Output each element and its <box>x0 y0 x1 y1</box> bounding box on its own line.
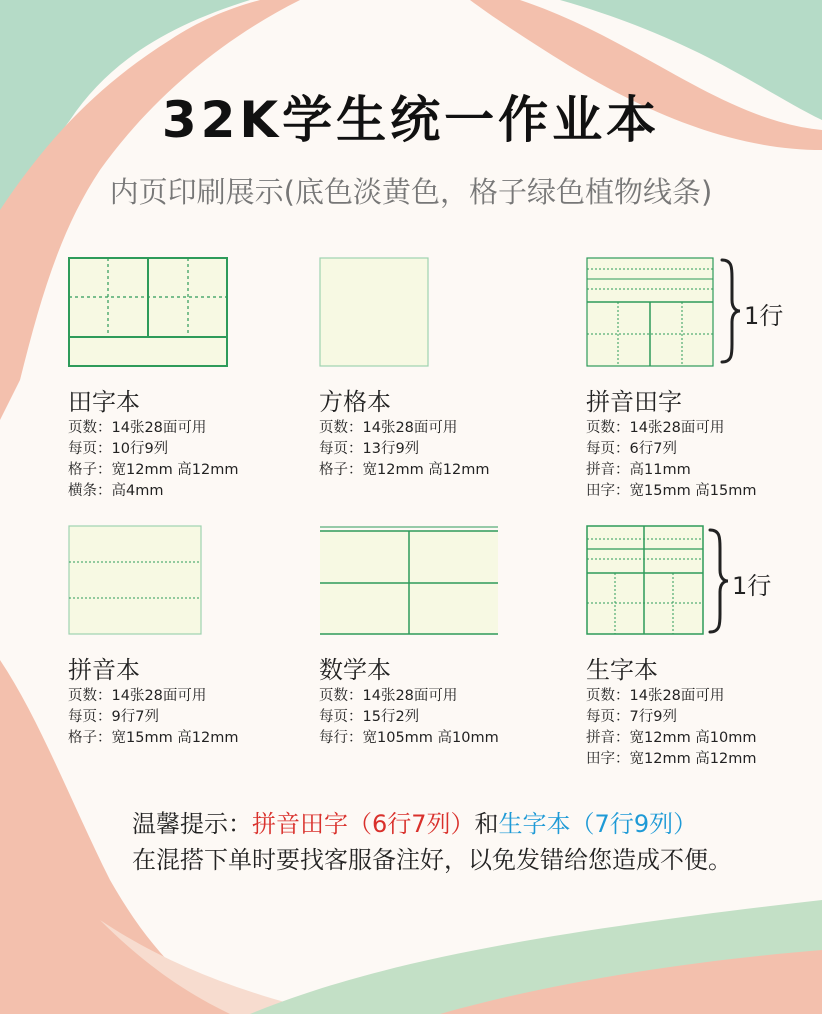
spec-line: 每页：13行9列 <box>319 441 420 457</box>
spec-line: 每页：10行9列 <box>68 441 169 457</box>
spec-line: 横条：高4mm <box>68 483 164 499</box>
tip-highlight-pinyin-tianzi: 拼音田字（6行7列） <box>252 810 475 838</box>
spec-line: 每行：宽105mm 高10mm <box>319 730 499 746</box>
shuxue-grid-preview <box>319 525 501 637</box>
book-name: 方格本 <box>319 388 391 416</box>
spec-line: 页数：14张28面可用 <box>68 688 207 704</box>
card-fangge <box>319 257 431 369</box>
book-specs <box>586 418 757 502</box>
tip-connector: 和 <box>474 810 499 838</box>
book-specs <box>586 686 757 770</box>
spec-line: 格子：宽15mm 高12mm <box>68 730 239 746</box>
spec-line: 格子：宽12mm 高12mm <box>319 462 490 478</box>
pinyin-tianzi-grid-preview <box>586 257 716 369</box>
tip-note <box>132 806 732 878</box>
spec-line: 页数：14张28面可用 <box>68 420 207 436</box>
tianzi-grid-preview <box>68 257 230 369</box>
book-specs <box>319 686 499 749</box>
book-name: 数学本 <box>319 656 391 684</box>
fangge-grid-preview <box>319 257 431 369</box>
shengzi-grid-preview <box>586 525 706 637</box>
spec-line: 每页：7行9列 <box>586 709 677 725</box>
spec-line: 田字：宽12mm 高12mm <box>586 751 757 767</box>
book-specs <box>68 686 239 749</box>
tip-line-2: 在混搭下单时要找客服备注好，以免发错给您造成不便。 <box>132 846 732 874</box>
book-name: 拼音田字 <box>586 388 682 416</box>
spec-line: 页数：14张28面可用 <box>586 420 725 436</box>
spec-line: 每页：6行7列 <box>586 441 677 457</box>
tip-line-1 <box>132 806 732 842</box>
curly-brace-icon <box>718 258 742 364</box>
spec-line: 页数：14张28面可用 <box>319 688 458 704</box>
brace-label: 1行 <box>744 302 784 330</box>
spec-line: 页数：14张28面可用 <box>586 688 725 704</box>
book-name: 田字本 <box>68 388 140 416</box>
card-tianzi <box>68 257 230 369</box>
card-shengzi <box>586 525 706 637</box>
spec-line: 页数：14张28面可用 <box>319 420 458 436</box>
spec-line: 每页：15行2列 <box>319 709 420 725</box>
card-pinyin <box>68 525 204 637</box>
tip-prefix: 温馨提示： <box>132 810 252 838</box>
page-subtitle: 内页印刷展示(底色淡黄色，格子绿色植物线条) <box>109 175 713 209</box>
book-specs <box>319 418 490 481</box>
tip-highlight-shengzi: 生字本（7行9列） <box>498 810 698 838</box>
spec-line: 拼音：宽12mm 高10mm <box>586 730 757 746</box>
page-title: 32K学生统一作业本 <box>161 91 661 149</box>
spec-line: 格子：宽12mm 高12mm <box>68 462 239 478</box>
book-specs <box>68 418 239 502</box>
spec-line: 田字：宽15mm 高15mm <box>586 483 757 499</box>
card-shuxue <box>319 525 501 637</box>
spec-line: 每页：9行7列 <box>68 709 159 725</box>
brace-label: 1行 <box>732 572 772 600</box>
spec-line: 拼音：高11mm <box>586 462 691 478</box>
curly-brace-icon <box>706 528 730 634</box>
card-pinyin-tianzi <box>586 257 716 369</box>
book-name: 拼音本 <box>68 656 140 684</box>
pinyin-grid-preview <box>68 525 204 637</box>
book-name: 生字本 <box>586 656 658 684</box>
